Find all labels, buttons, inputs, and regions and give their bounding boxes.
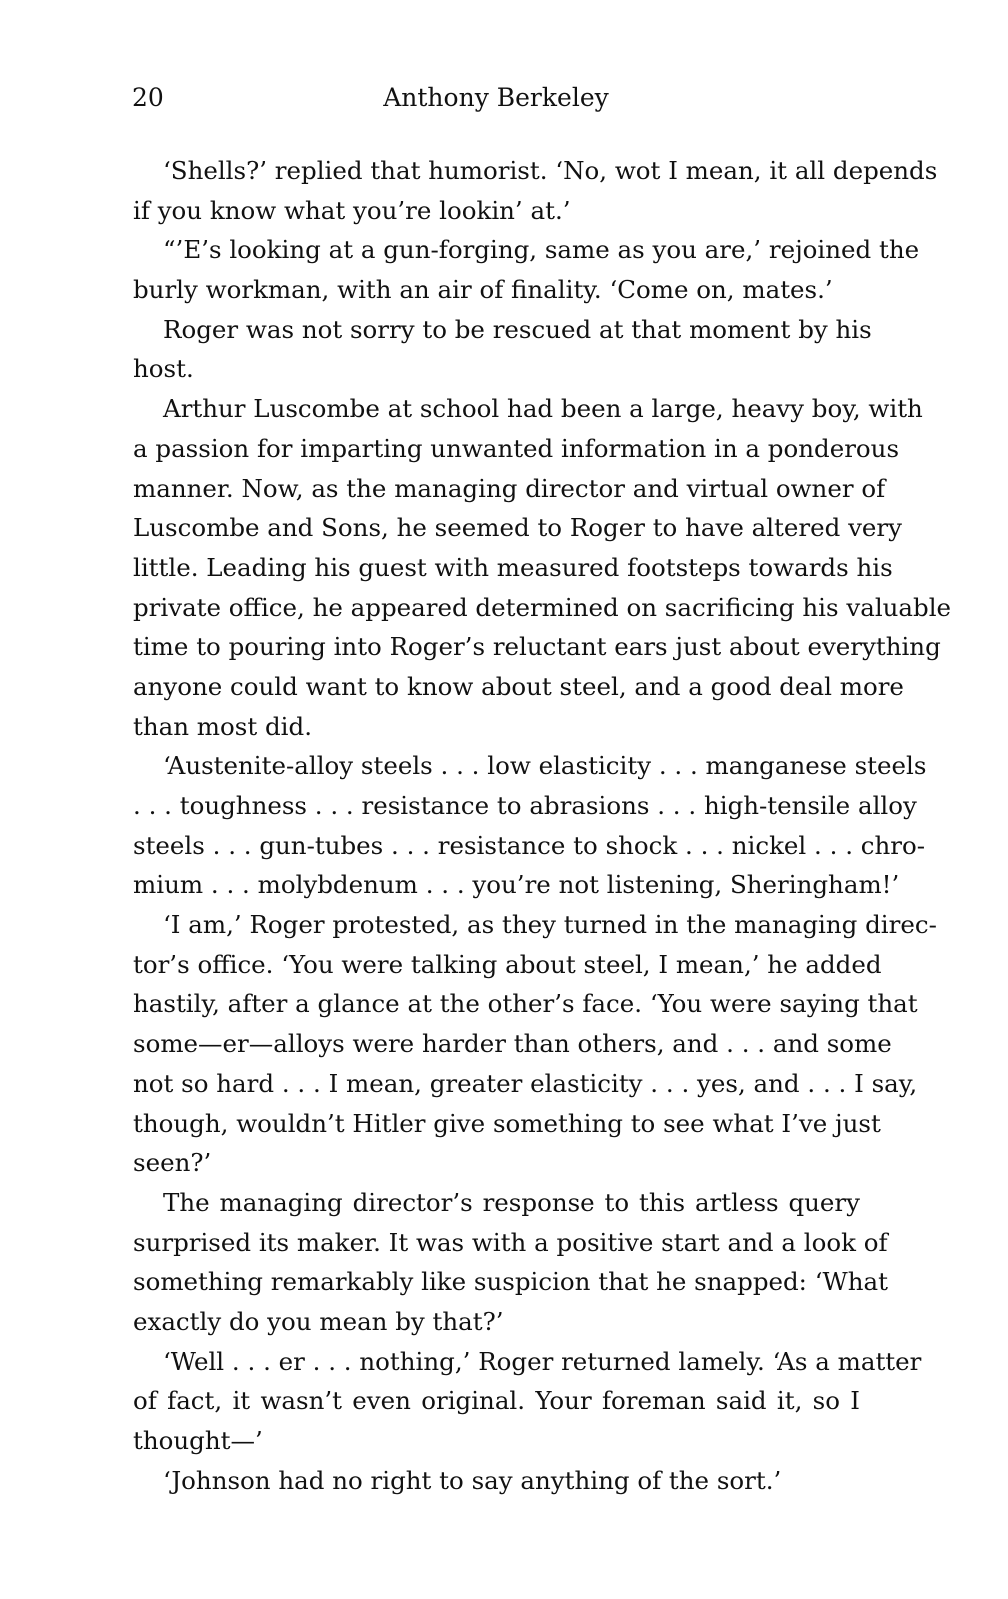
text-line: though, wouldn’t Hitler give something to see what I’ve just xyxy=(133,1108,881,1138)
text-line: something remarkably like suspicion that he snapped: ‘What xyxy=(133,1267,888,1297)
text-line: The managing director’s response to this artless query xyxy=(163,1187,860,1217)
text-line: ‘Johnson had no right to say anything of the sort.’ xyxy=(163,1465,782,1495)
text-line: little. Leading his guest with measured footsteps towards his xyxy=(133,552,893,582)
text-line: ‘Austenite-alloy steels . . . low elasticity . . . manganese steels xyxy=(163,751,927,781)
text-line: Roger was not sorry to be rescued at that moment by his xyxy=(163,314,872,344)
text-line: time to pouring into Roger’s reluctant ears just about everything xyxy=(133,632,941,662)
text-line: ‘I am,’ Roger protested, as they turned in the managing direc- xyxy=(163,910,937,940)
text-line: private office, he appeared determined on sacrificing his valuable xyxy=(133,592,952,622)
text-line: steels . . . gun-tubes . . . resistance to shock . . . nickel . . . chro- xyxy=(133,830,926,860)
page-number: 20 xyxy=(132,83,164,112)
text-line: a passion for imparting unwanted information in a ponderous xyxy=(133,433,900,463)
text-line: tor’s office. ‘You were talking about steel, I mean,’ he added xyxy=(133,949,882,979)
text-line: Arthur Luscombe at school had been a large, heavy boy, with xyxy=(163,394,923,424)
text-line: than most did. xyxy=(133,711,312,741)
text-line: Luscombe and Sons, he seemed to Roger to have altered very xyxy=(133,513,902,543)
text-line: seen?’ xyxy=(133,1148,212,1178)
text-line: . . . toughness . . . resistance to abrasions . . . high-tensile alloy xyxy=(133,791,917,820)
text-line: of fact, it wasn’t even original. Your foreman said it, so I xyxy=(133,1386,860,1416)
text-line: anyone could want to know about steel, and a good deal more xyxy=(133,671,904,701)
running-title: Anthony Berkeley xyxy=(383,83,609,112)
text-line: not so hard . . . I mean, greater elasticity . . . yes, and . . . I say, xyxy=(133,1068,918,1098)
text-line: some—er—alloys were harder than others, and . . . and some xyxy=(133,1029,892,1059)
text-line: ‘Well . . . er . . . nothing,’ Roger returned lamely. ‘As a matter xyxy=(163,1346,922,1376)
text-line: thought—’ xyxy=(133,1426,263,1455)
text-line: host. xyxy=(133,354,194,384)
text-line: hastily, after a glance at the other’s face. ‘You were saying that xyxy=(133,989,918,1019)
running-head xyxy=(132,78,860,118)
text-line: “’E’s looking at a gun-forging, same as you are,’ rejoined the xyxy=(163,235,920,265)
text-line: surprised its maker. It was with a positive start and a look of xyxy=(133,1227,888,1257)
text-line: exactly do you mean by that?’ xyxy=(133,1306,504,1336)
text-line: mium . . . molybdenum . . . you’re not listening, Sheringham!’ xyxy=(133,870,900,900)
body-text xyxy=(133,151,952,1500)
text-line: if you know what you’re lookin’ at.’ xyxy=(133,195,571,225)
text-line: ‘Shells?’ replied that humorist. ‘No, wot I mean, it all depends xyxy=(163,156,938,185)
text-line: burly workman, with an air of finality. ‘Come on, mates.’ xyxy=(133,275,833,305)
text-line: manner. Now, as the managing director and virtual owner of xyxy=(133,473,886,503)
